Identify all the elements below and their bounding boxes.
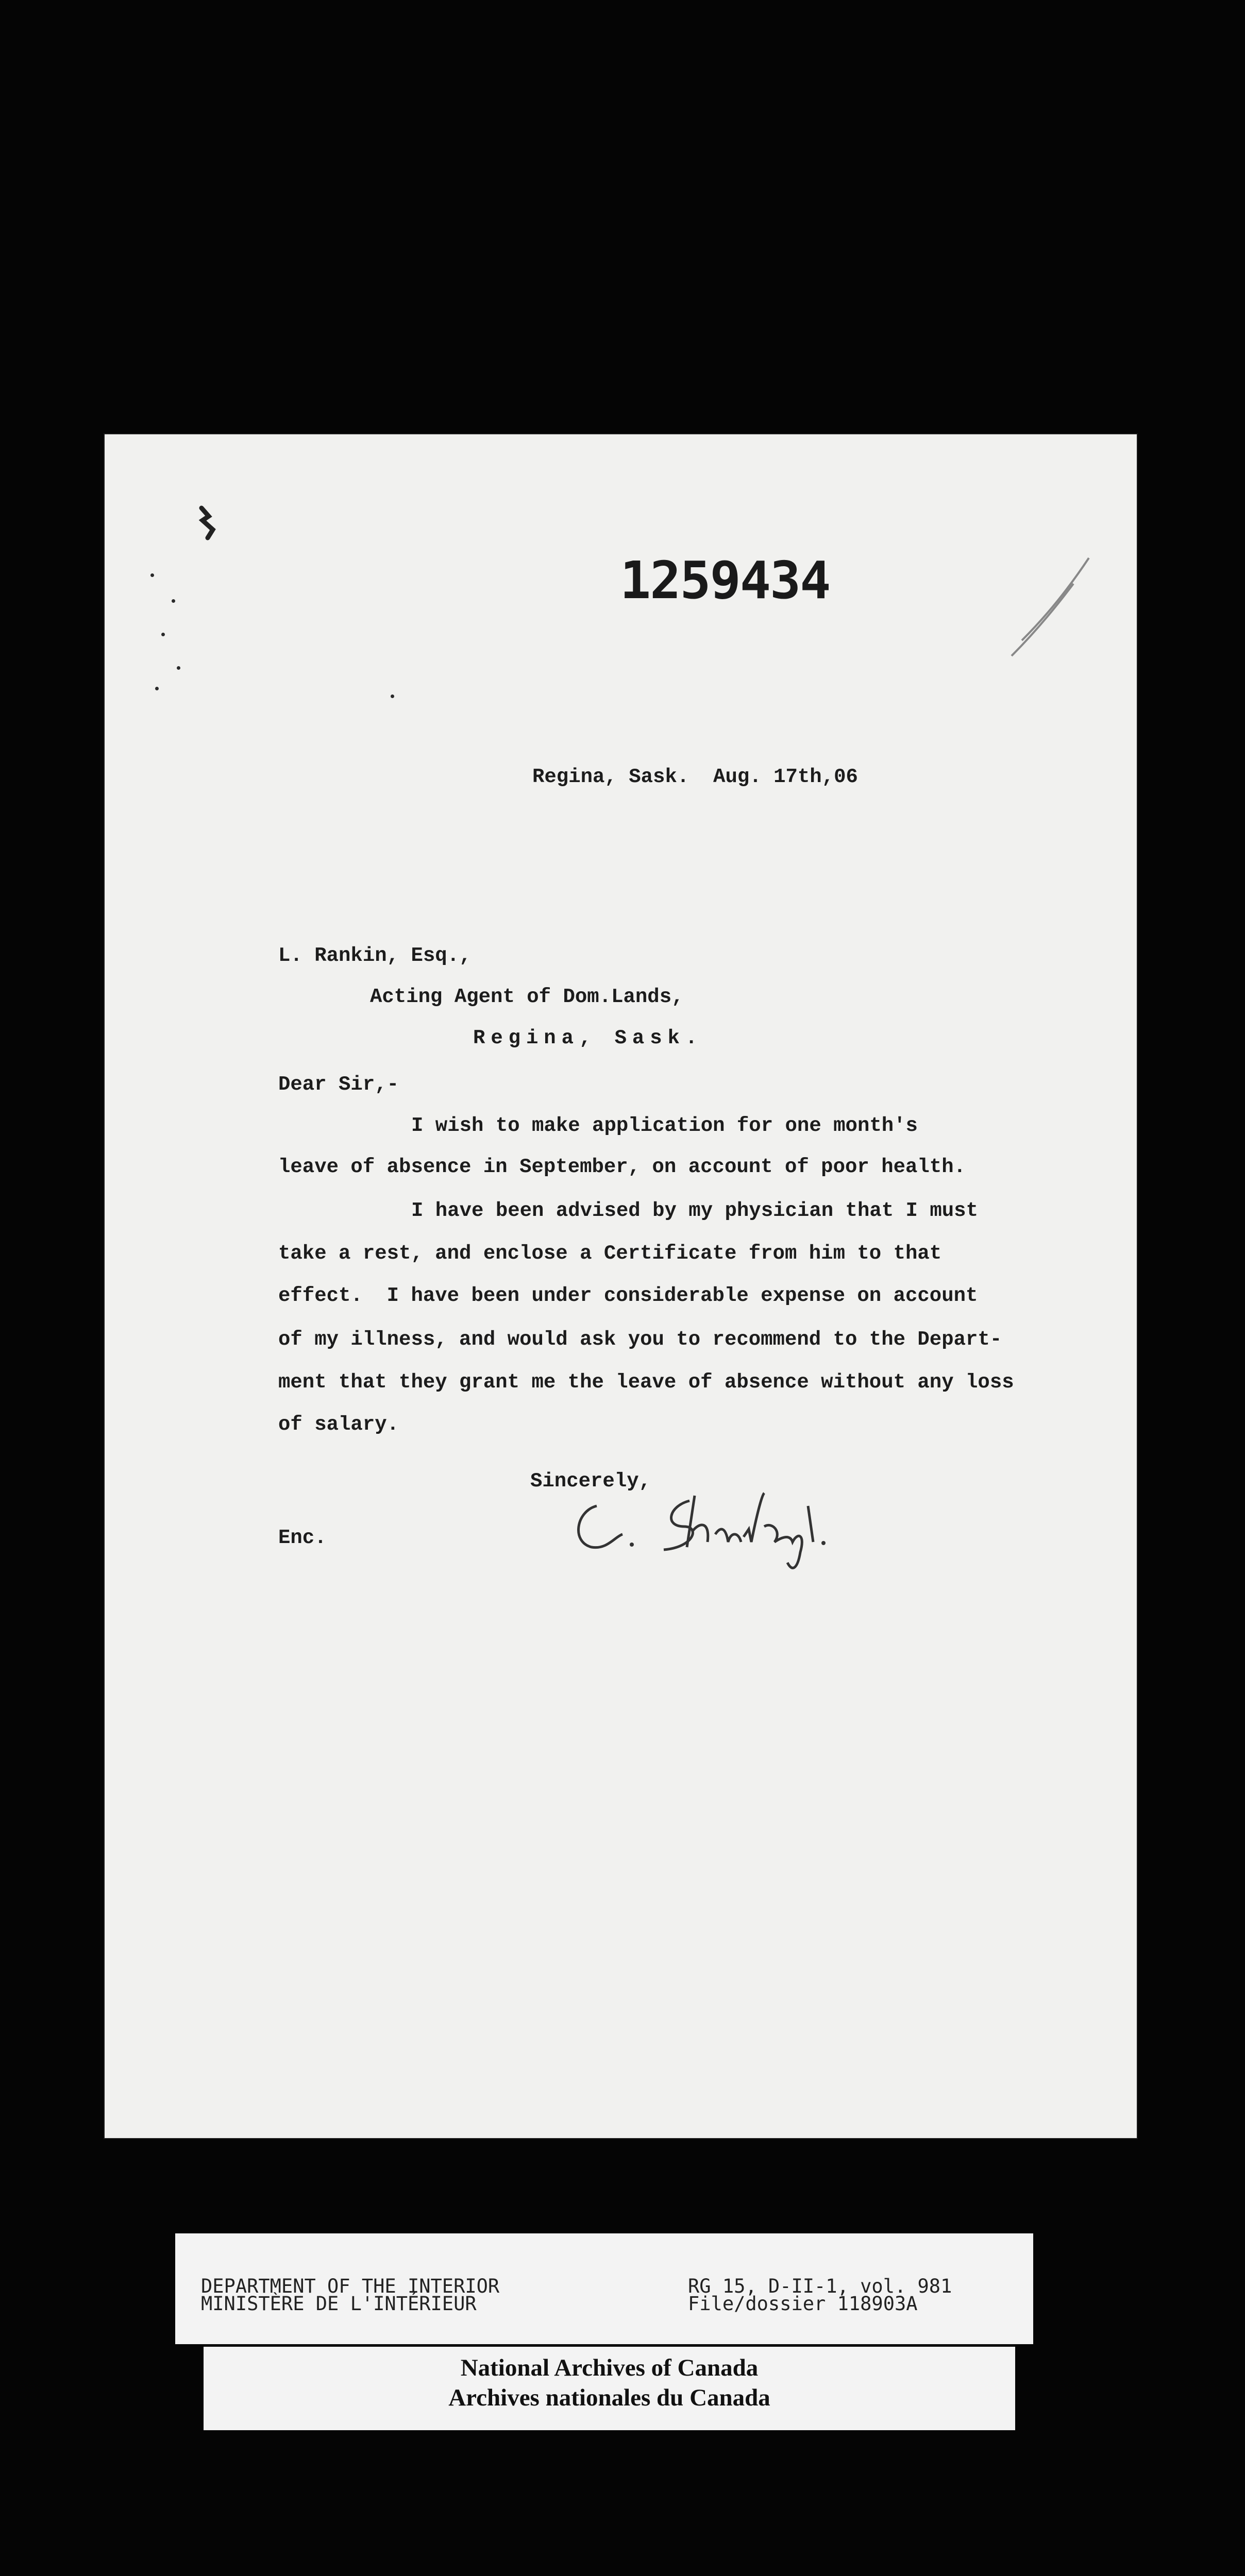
speck <box>155 687 159 690</box>
dateline: Regina, Sask. Aug. 17th,06 <box>532 766 858 788</box>
speck <box>161 633 165 636</box>
speck <box>150 573 154 577</box>
recipient-name: L. Rankin, Esq., <box>278 944 472 967</box>
closing: Sincerely, <box>530 1470 651 1493</box>
pencil-annotation <box>991 553 1094 666</box>
body-line: of my illness, and would ask you to recommend to the Depart- <box>278 1328 1002 1351</box>
body-line: leave of absence in September, on account of poor health. <box>278 1156 966 1178</box>
body-line: I have been advised by my physician that I must <box>411 1199 978 1222</box>
archive-reference-label <box>175 2233 1033 2344</box>
handwritten-signature <box>566 1485 875 1578</box>
file-number: File/dossier 118903A <box>688 2293 918 2315</box>
speck <box>391 694 394 698</box>
salutation: Dear Sir,- <box>278 1073 399 1096</box>
body-line: ment that they grant me the leave of absence without any loss <box>278 1371 1014 1394</box>
department-english: DEPARTMENT OF THE INTERIOR <box>201 2275 500 2297</box>
recipient-location: Regina, Sask. <box>473 1027 703 1049</box>
recipient-title: Acting Agent of Dom.Lands, <box>370 986 684 1008</box>
pencil-tick-mark <box>197 505 218 541</box>
archives-name-label <box>204 2347 1015 2430</box>
document-number: 1259434 <box>620 550 830 611</box>
enclosure-note: Enc. <box>278 1527 327 1549</box>
speck <box>177 666 180 670</box>
body-line: take a rest, and enclose a Certificate from him to that <box>278 1242 942 1265</box>
archives-name-french: Archives nationales du Canada <box>448 2384 770 2411</box>
department-french: MINISTÈRE DE L'INTÉRIEUR <box>201 2293 477 2315</box>
body-line: I wish to make application for one month's <box>411 1114 918 1137</box>
archives-name-english: National Archives of Canada <box>460 2354 759 2381</box>
speck <box>172 599 175 603</box>
body-line: of salary. <box>278 1413 399 1436</box>
record-group-reference: RG 15, D-II-1, vol. 981 <box>688 2275 952 2297</box>
letter-page <box>105 434 1137 2138</box>
body-line: effect. I have been under considerable expense on account <box>278 1284 978 1307</box>
